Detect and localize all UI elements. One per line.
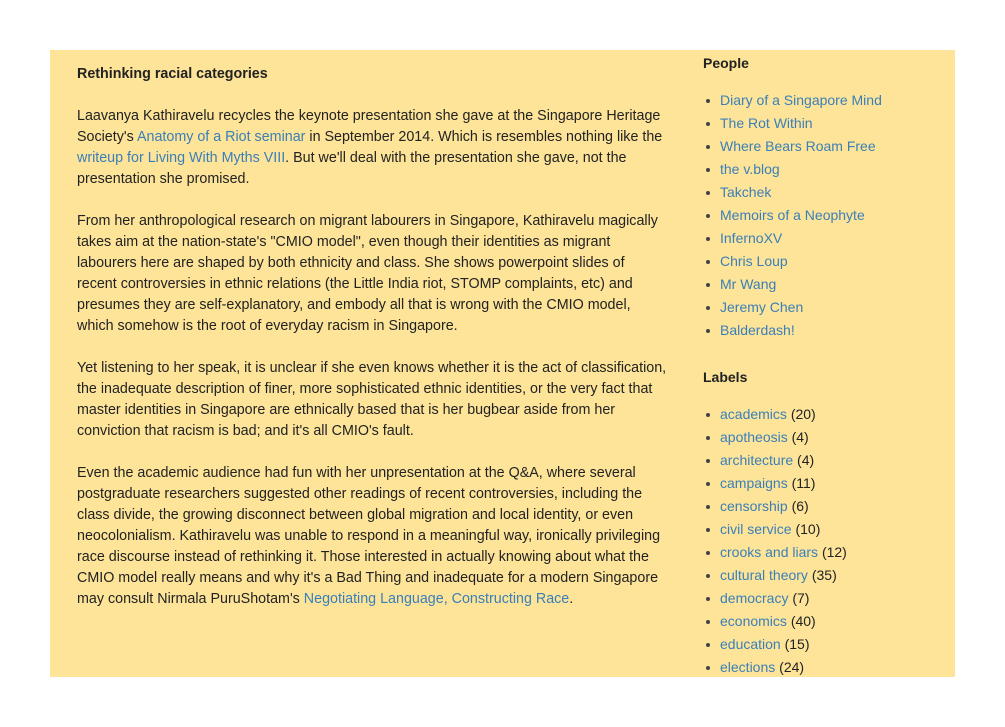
label-count: (6) — [791, 498, 809, 514]
label-count: (12) — [821, 544, 847, 560]
negotiating-language-link[interactable]: Negotiating Language, Constructing Race — [303, 591, 570, 607]
label-link[interactable]: education — [720, 636, 781, 652]
list-item — [703, 587, 943, 610]
label-count: (7) — [792, 590, 810, 606]
list-item — [703, 564, 943, 587]
label-link[interactable]: cultural theory — [720, 567, 808, 583]
list-item — [703, 449, 943, 472]
list-item — [703, 227, 943, 250]
living-with-myths-link[interactable]: writeup for Living With Myths VIII — [77, 150, 286, 166]
post-paragraph-2: From her anthropological research on migrant labourers in Singapore, Kathiravelu magically takes aim at the nation-state's "CMIO model", even though their identities as migrant labourers here are shaped by both ethnicity and class. She shows powerpoint slides of recent controversies in ethnic relations (the Little India riot, STOMP complaints, etc) and presumes they are self-explanatory, and embody all that is wrong with the CMIO model, which somehow is the root of everyday racism in Singapore. — [77, 213, 658, 334]
label-count: (15) — [784, 636, 810, 652]
label-count: (11) — [791, 475, 816, 491]
people-link[interactable]: Mr Wang — [720, 276, 777, 292]
people-list — [703, 89, 943, 342]
list-item — [703, 250, 943, 273]
blog-page — [50, 50, 955, 677]
people-widget — [703, 54, 943, 342]
label-link[interactable]: censorship — [720, 498, 788, 514]
post-paragraph-1: Laavanya Kathiravelu recycles the keynote presentation she gave at the Singapore Heritage Society's Anatomy of a Riot seminar in September 2014. Which is resembles nothing like the writeup for Living With Myths VIII. But we'll deal with the presentation she gave, not the presentation she promised. — [77, 108, 663, 187]
list-item — [703, 89, 943, 112]
people-link[interactable]: Memoirs of a Neophyte — [720, 207, 865, 223]
sidebar — [703, 54, 943, 677]
label-link[interactable]: crooks and liars — [720, 544, 819, 560]
label-link[interactable]: campaigns — [720, 475, 788, 491]
people-link[interactable]: Diary of a Singapore Mind — [720, 92, 882, 108]
people-link[interactable]: Chris Loup — [720, 253, 788, 269]
label-count: (20) — [790, 406, 816, 422]
anatomy-of-a-riot-link[interactable]: Anatomy of a Riot seminar — [136, 129, 306, 145]
label-link[interactable]: civil service — [720, 521, 792, 537]
label-count: (4) — [791, 429, 809, 445]
list-item — [703, 656, 943, 677]
list-item — [703, 472, 943, 495]
label-link[interactable]: architecture — [720, 452, 794, 468]
list-item — [703, 135, 943, 158]
label-link[interactable]: elections — [720, 659, 776, 675]
list-item — [703, 518, 943, 541]
list-item — [703, 319, 943, 342]
list-item — [703, 633, 943, 656]
label-link[interactable]: democracy — [720, 590, 789, 606]
list-item — [703, 273, 943, 296]
label-count: (40) — [790, 613, 816, 629]
list-item — [703, 296, 943, 319]
people-link[interactable]: Where Bears Roam Free — [720, 138, 876, 154]
list-item — [703, 541, 943, 564]
label-count: (4) — [797, 452, 815, 468]
list-item — [703, 158, 943, 181]
list-item — [703, 181, 943, 204]
label-count: (35) — [811, 567, 837, 583]
label-count: (24) — [779, 659, 805, 675]
post-paragraph-3: Yet listening to her speak, it is unclear if she even knows whether it is the act of classification, the inadequate description of finer, more sophisticated ethnic identities, or the very fact that master identities in Singapore are ethnically based that is her bugbear aside from her conviction that racism is bad; and it's all CMIO's fault. — [77, 360, 667, 439]
label-link[interactable]: apotheosis — [720, 429, 788, 445]
people-link[interactable]: the v.blog — [720, 161, 780, 177]
labels-list — [703, 403, 943, 677]
list-item — [703, 426, 943, 449]
people-link[interactable]: InfernoXV — [720, 230, 783, 246]
label-count: (10) — [795, 521, 821, 537]
label-link[interactable]: academics — [720, 406, 787, 422]
people-link[interactable]: The Rot Within — [720, 115, 813, 131]
label-link[interactable]: economics — [720, 613, 787, 629]
list-item — [703, 204, 943, 227]
labels-widget — [703, 368, 943, 677]
people-widget-title: People — [703, 55, 749, 71]
labels-widget-title: Labels — [703, 369, 748, 385]
post-title: Rethinking racial categories — [77, 66, 268, 82]
post-paragraph-4: Even the academic audience had fun with her unpresentation at the Q&A, where several postgraduate researchers suggested other readings of recent controversies, including the class divide, the growing disconnect between global migration and local identity, or even neocolonialism. Kathiravelu was unable to respond in a meaningful way, ironically privileging race discourse instead of rethinking it. Those interested in actually knowing about what the CMIO model really means and why it's a Bad Thing and inadequate for a modern Singapore may consult Nirmala PuruShotam's Negotiating Language, Constructing Race. — [77, 465, 661, 607]
list-item — [703, 495, 943, 518]
people-link[interactable]: Jeremy Chen — [720, 299, 804, 315]
people-link[interactable]: Takchek — [720, 184, 772, 200]
people-link[interactable]: Balderdash! — [720, 322, 795, 338]
blog-post — [77, 64, 667, 631]
list-item — [703, 112, 943, 135]
list-item — [703, 403, 943, 426]
list-item — [703, 610, 943, 633]
